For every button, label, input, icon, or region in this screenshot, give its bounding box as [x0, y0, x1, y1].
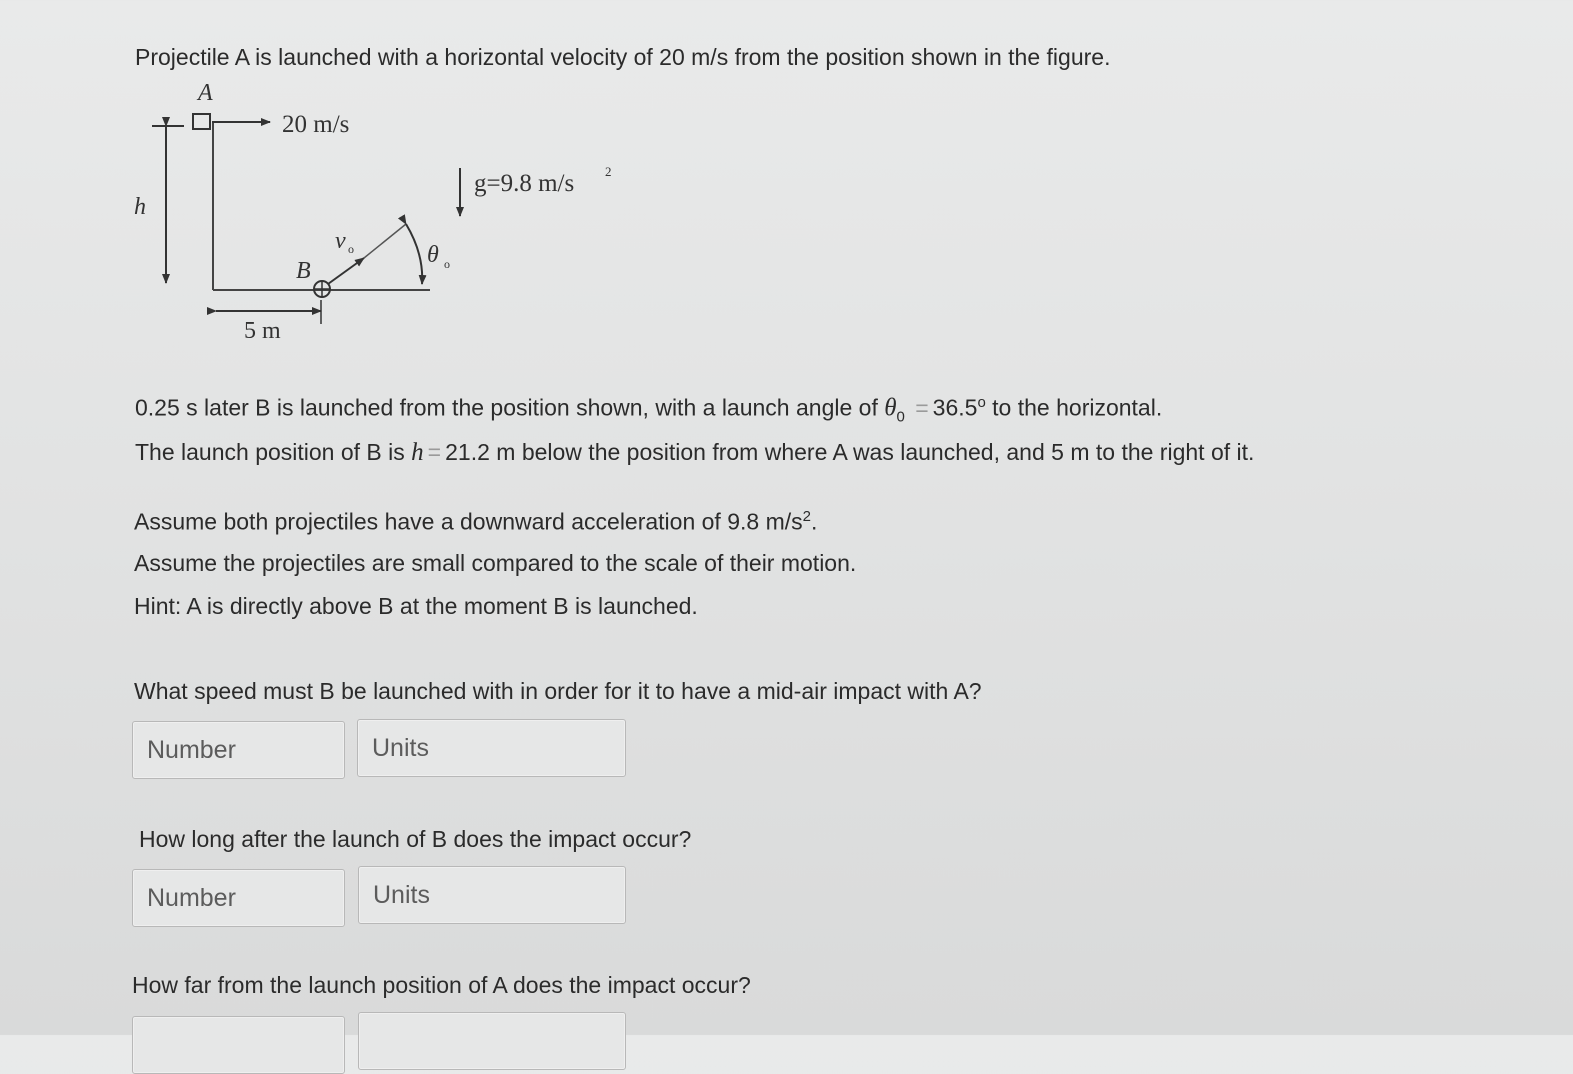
- launch-angle-text: [135, 394, 1162, 425]
- label-theta: θ: [427, 242, 439, 268]
- time-number-input[interactable]: [133, 870, 344, 926]
- projectile-figure: [120, 78, 640, 358]
- label-velocity-a: 20 m/s: [282, 111, 350, 138]
- question-speed: What speed must B be launched with in order for it to have a mid-air impact with A?: [134, 678, 982, 704]
- theta-symbol: θ: [884, 394, 897, 422]
- assumption-size: Assume the projectiles are small compared to the scale of their motion.: [134, 550, 857, 576]
- label-b: B: [296, 258, 311, 284]
- theta-eq: =: [915, 394, 929, 421]
- assumption-acceleration-text: Assume both projectiles have a downward acceleration of 9.8 m/s: [134, 508, 803, 535]
- launch-angle-pre: 0.25 s later B is launched from the position shown, with a launch angle of: [135, 394, 878, 421]
- launch-angle-post: to the horizontal.: [992, 394, 1163, 421]
- time-units-box: [358, 866, 626, 924]
- distance-units-box: [358, 1012, 626, 1070]
- speed-units-input[interactable]: [358, 720, 625, 776]
- acceleration-exp: 2: [802, 508, 811, 525]
- distance-number-box: [132, 1016, 345, 1074]
- launch-position-pre: The launch position of B is: [135, 439, 405, 465]
- speed-units-box: [357, 719, 626, 777]
- question-time: How long after the launch of B does the impact occur?: [139, 826, 692, 852]
- speed-number-input[interactable]: [133, 722, 344, 778]
- hint-text: Hint: A is directly above B at the moment B is launched.: [134, 593, 698, 619]
- label-a: A: [198, 80, 213, 106]
- launch-position-text: [135, 439, 1254, 467]
- label-theta-sub: o: [444, 257, 450, 271]
- label-distance: 5 m: [244, 318, 281, 344]
- projectile-a: [193, 114, 210, 129]
- h-symbol: h: [411, 439, 424, 466]
- angle-value: 36.5: [932, 394, 978, 421]
- intro-text: Projectile A is launched with a horizontal velocity of 20 m/s from the position shown in the figure.: [135, 44, 1111, 70]
- assumption-acceleration-end: .: [810, 508, 818, 535]
- label-v0-sub: o: [348, 242, 354, 256]
- label-gravity-exp: 2: [605, 164, 612, 179]
- angle-arc: [406, 224, 422, 284]
- h-eq: =: [427, 439, 442, 465]
- assumption-acceleration: [134, 508, 817, 536]
- launch-position-post: 21.2 m below the position from where A was launched, and 5 m to the right of it.: [445, 439, 1255, 465]
- label-h: h: [134, 194, 146, 220]
- theta-sub: 0: [896, 408, 905, 426]
- label-v0: v: [335, 228, 346, 254]
- time-units-input[interactable]: [359, 867, 625, 923]
- launch-arrow-b: [328, 258, 364, 284]
- time-number-box: [132, 869, 345, 927]
- degree-mark: o: [977, 394, 986, 411]
- label-gravity: g=9.8 m/s: [474, 170, 575, 197]
- speed-number-box: [132, 721, 345, 779]
- question-distance: How far from the launch position of A does the impact occur?: [132, 972, 751, 998]
